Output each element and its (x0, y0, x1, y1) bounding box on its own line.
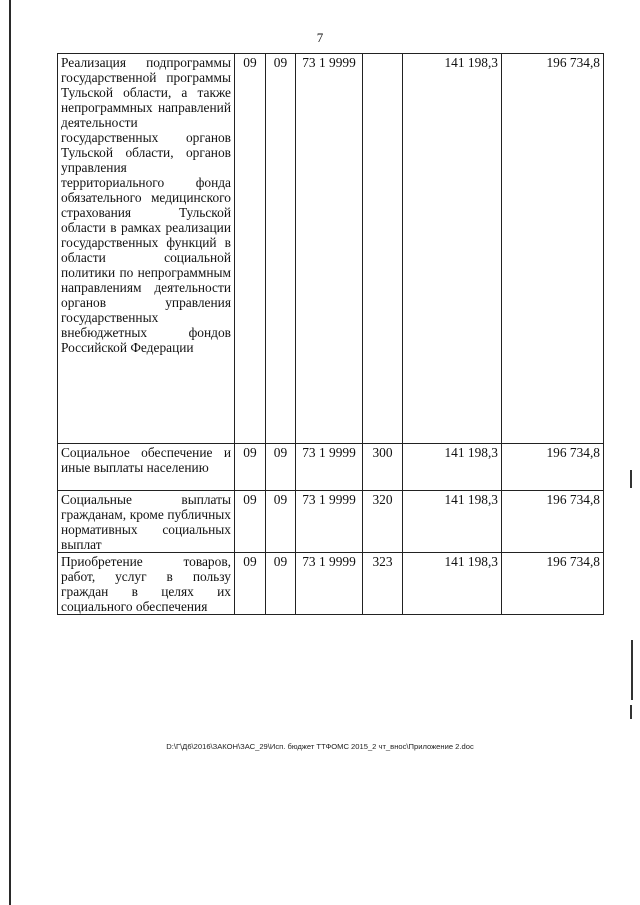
row-sum-2016-cell: 196 734,8 (502, 553, 604, 615)
row-name-cell: Реализация подпрограммы государственной программы Тульской области, а также непрограммных направлений деятельности государственных органов Тульской области, органов управления территориального фонда обязательного медицинского страхования Тульской области в рамках реализации государственных функций в области социальной политики по непрограммным направлениям деятельности органов управления государственных внебюджетных фондов Российской Федерации (58, 54, 235, 444)
table-row (58, 54, 604, 444)
scan-edge-left (9, 0, 11, 905)
row-name-cell: Приобретение товаров, работ, услуг в пользу граждан в целях их социального обеспечения (58, 553, 235, 615)
row-csr-cell: 73 1 9999 (296, 54, 363, 444)
row-sum-2015-cell: 141 198,3 (403, 553, 502, 615)
row-sum-2016-cell: 196 734,8 (502, 491, 604, 553)
row-pr-cell: 09 (266, 491, 296, 553)
row-vr-cell: 323 (363, 553, 403, 615)
row-rz-cell: 09 (235, 444, 266, 491)
row-vr-cell: 300 (363, 444, 403, 491)
table-row (58, 491, 604, 553)
scan-edge-mark-right (631, 640, 633, 700)
row-sum-2015-cell: 141 198,3 (403, 491, 502, 553)
row-name-cell: Социальное обеспечение и иные выплаты населению (58, 444, 235, 491)
row-rz-cell: 09 (235, 54, 266, 444)
page-number: 7 (316, 30, 324, 45)
budget-table (57, 53, 604, 615)
row-csr-cell: 73 1 9999 (296, 491, 363, 553)
row-sum-2016-cell: 196 734,8 (502, 444, 604, 491)
row-pr-cell: 09 (266, 54, 296, 444)
row-pr-cell: 09 (266, 444, 296, 491)
row-vr-cell: 320 (363, 491, 403, 553)
scan-edge-mark-right (630, 705, 632, 719)
row-pr-cell: 09 (266, 553, 296, 615)
row-vr-cell (363, 54, 403, 444)
row-csr-cell: 73 1 9999 (296, 553, 363, 615)
table-row (58, 444, 604, 491)
row-sum-2015-cell: 141 198,3 (403, 444, 502, 491)
row-sum-2015-cell: 141 198,3 (403, 54, 502, 444)
row-csr-cell: 73 1 9999 (296, 444, 363, 491)
row-rz-cell: 09 (235, 491, 266, 553)
footer-file-path: D:\Г\Д6\2016\ЗАКОН\ЗАС_29\Исп. бюджет ТТФОМС 2015_2 чт_внос\Приложение 2.doc (166, 742, 474, 751)
scan-edge-mark-right (630, 470, 632, 488)
row-sum-2016-cell: 196 734,8 (502, 54, 604, 444)
row-name-cell: Социальные выплаты гражданам, кроме публичных нормативных социальных выплат (58, 491, 235, 553)
row-rz-cell: 09 (235, 553, 266, 615)
table-row (58, 553, 604, 615)
